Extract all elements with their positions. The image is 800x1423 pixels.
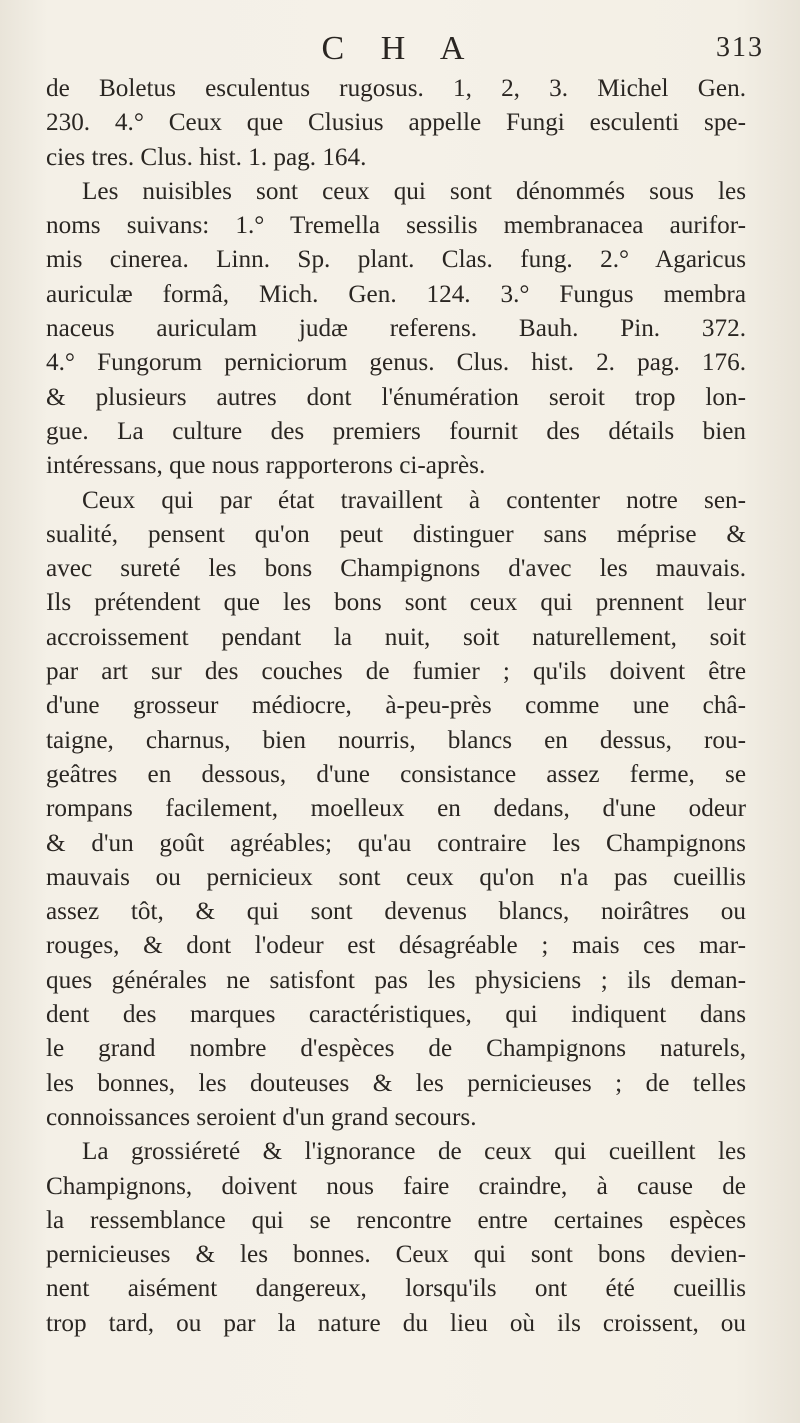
page-number: 313 [716,32,764,63]
text-line: auriculæ formâ, Mich. Gen. 124. 3.° Fungus membra [46,280,746,308]
text-line: la ressemblance qui se rencontre entre certaines espèces [46,1206,746,1234]
body-text [46,72,746,1341]
text-line: d'une grosseur médiocre, à-peu-près comme une châ- [46,692,746,720]
text-line: les bonnes, les douteuses & les pernicieuses ; de telles [46,1069,746,1097]
text-line: de Boletus esculentus rugosus. 1, 2, 3. Michel Gen. [46,75,746,102]
text-line: noms suivans: 1.° Tremella sessilis membranacea aurifor- [46,212,746,240]
text-line: rouges, & dont l'odeur est désagréable ; mais ces mar- [46,932,746,960]
text-line: le grand nombre d'espèces de Champignons naturels, [46,1035,746,1063]
text-line: intéressans, que nous rapporterons ci-après. [46,452,486,480]
text-line: assez tôt, & qui sont devenus blancs, noirâtres ou [46,898,746,926]
running-head [0,30,800,70]
text-line: mauvais ou pernicieux sont ceux qu'on n'a pas cueillis [46,863,746,891]
text-line: trop tard, ou par la nature du lieu où ils croissent, ou [46,1309,746,1337]
text-line: ques générales ne satisfont pas les physiciens ; ils deman- [46,966,746,994]
text-line: pernicieuses & les bonnes. Ceux qui sont bons devien- [46,1241,746,1269]
text-line: avec sureté les bons Champignons d'avec les mauvais. [46,555,746,583]
text-line: & plusieurs autres dont l'énumération seroit trop lon- [46,383,746,411]
text-line: mis cinerea. Linn. Sp. plant. Clas. fung. 2.° Agaricus [46,246,746,274]
text-line: La grossiéreté & l'ignorance de ceux qui cueillent les [82,1138,746,1166]
text-line: 4.° Fungorum perniciorum genus. Clus. hist. 2. pag. 176. [46,349,746,377]
text-line: Champignons, doivent nous faire craindre, à cause de [46,1172,746,1200]
text-line: dent des marques caractéristiques, qui indiquent dans [46,1001,746,1029]
text-line: Les nuisibles sont ceux qui sont dénommés sous les [82,177,746,205]
text-line: taigne, charnus, bien nourris, blancs en dessus, rou- [46,726,746,754]
text-line: nent aisément dangereux, lorsqu'ils ont été cueillis [46,1275,746,1303]
text-line: cies tres. Clus. hist. 1. pag. 164. [46,143,367,171]
text-line: geâtres en dessous, d'une consistance assez ferme, se [46,760,746,788]
text-line: rompans facilement, moelleux en dedans, d'une odeur [46,795,746,823]
text-line: gue. La culture des premiers fournit des détails bien [46,417,746,445]
text-line: & d'un goût agréables; qu'au contraire les Champignons [46,829,746,857]
text-line: naceus auriculam judæ referens. Bauh. Pin. 372. [46,315,746,343]
text-line: accroissement pendant la nuit, soit naturellement, soit [46,623,746,651]
text-line: Ceux qui par état travaillent à contenter notre sen- [82,486,746,514]
text-line: connoissances seroient d'un grand secours. [46,1103,477,1131]
text-line: sualité, pensent qu'on peut distinguer sans méprise & [46,520,746,548]
text-line: Ils prétendent que les bons sont ceux qui prennent leur [46,589,746,617]
running-head-title: C H A [321,30,479,67]
text-line: 230. 4.° Ceux que Clusius appelle Fungi esculenti spe- [46,109,746,137]
text-line: par art sur des couches de fumier ; qu'ils doivent être [46,658,746,686]
